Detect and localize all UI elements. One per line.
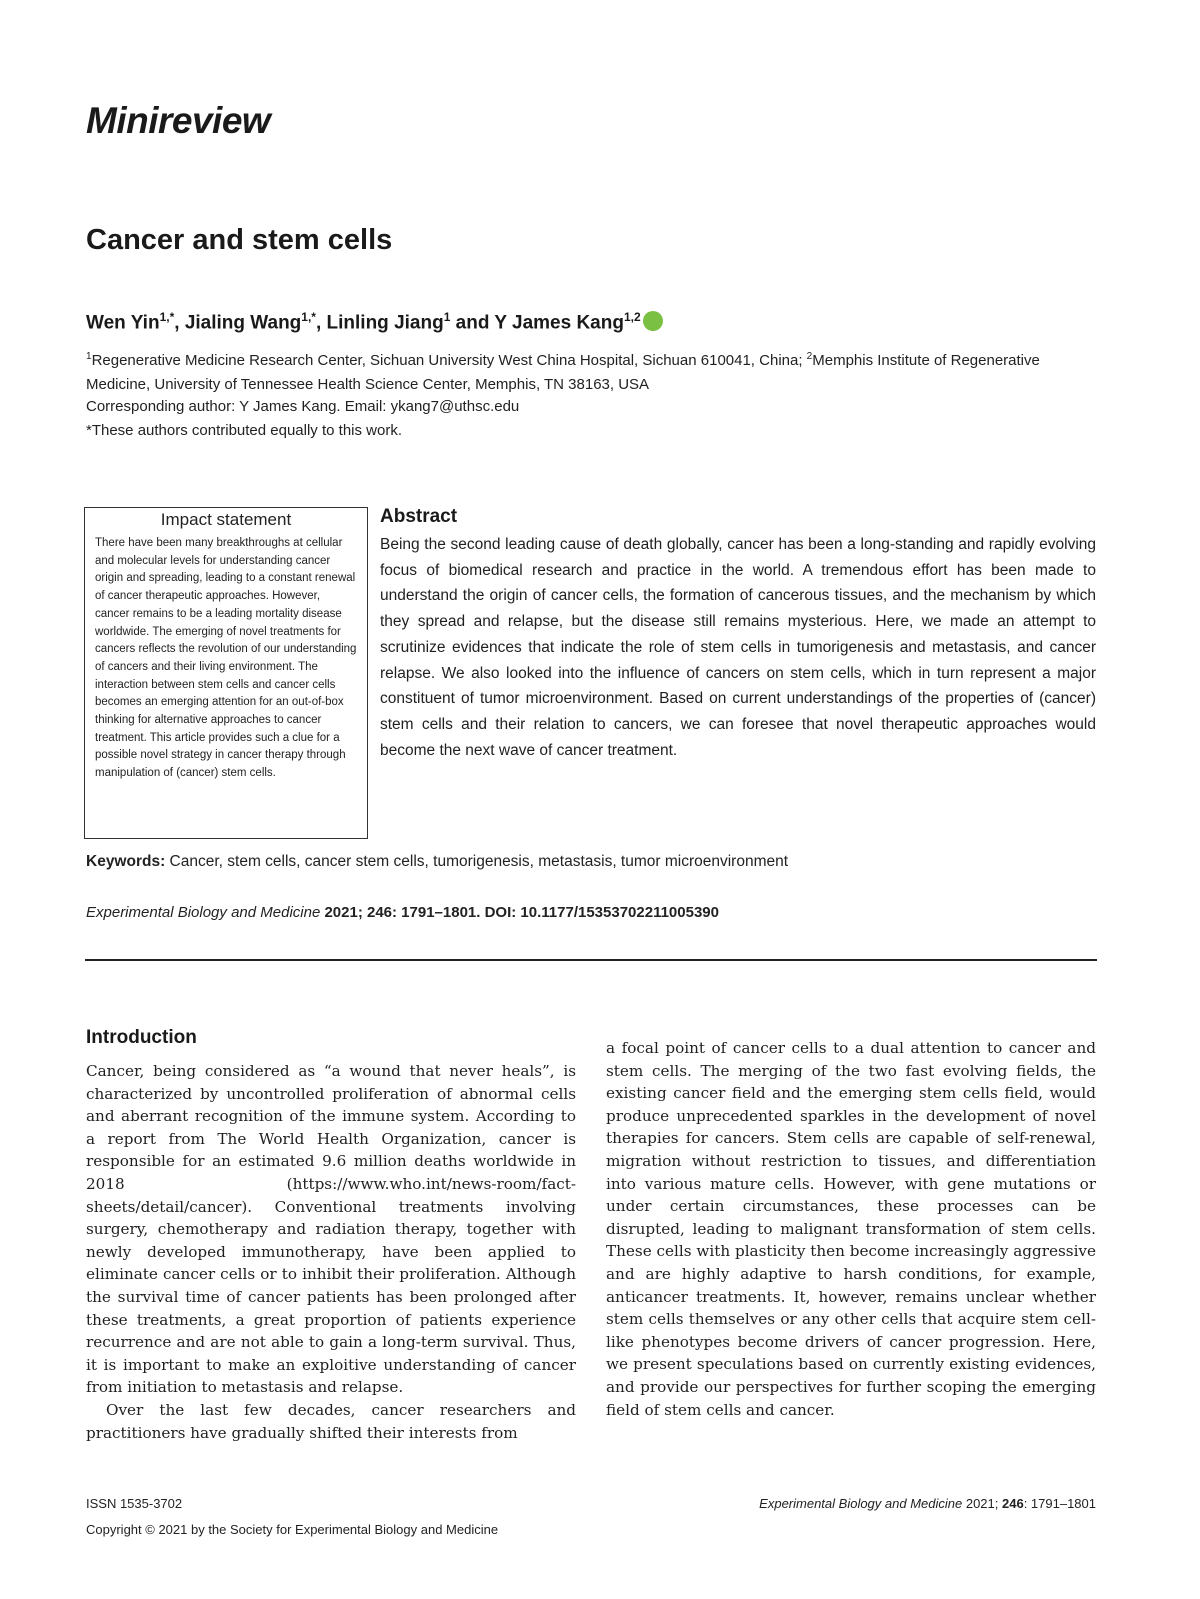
author-affiliation-marker: 1,2 bbox=[623, 310, 641, 324]
article-title: Cancer and stem cells bbox=[86, 224, 393, 256]
footer-issn: ISSN 1535-3702 bbox=[86, 1496, 183, 1511]
author-name: Linling Jiang bbox=[326, 312, 444, 334]
affiliation-marker: 2 bbox=[806, 351, 813, 362]
keywords-text: Cancer, stem cells, cancer stem cells, tumorigenesis, metastasis, tumor microenvironment bbox=[165, 853, 789, 870]
citation-journal: Experimental Biology and Medicine bbox=[86, 904, 321, 921]
author-separator: , bbox=[315, 312, 327, 334]
introduction-paragraph: Cancer, being considered as “a wound that never heals”, is characterized by uncontrolled proliferation of abnormal cells and aberrant recognition of the immune system. According to a report from The World Health Organization, cancer is responsible for an estimated 9.6 million deaths worldwide in 2018 (https://www.who.int/news-room/fact-sheets/detail/cancer). Conventional treatments involving surgery, chemotherapy and radiation therapy, together with newly developed immunotherapy, have been applied to eliminate cancer cells or to inhibit their proliferation. Although the survival time of cancer patients has been prolonged after these treatments, a great proportion of patients experience recurrence and are not able to gain a long-term survival. Thus, it is important to make an exploitive understanding of cancer from initiation to metastasis and relapse. bbox=[86, 1062, 576, 1397]
author-separator: and bbox=[450, 312, 495, 334]
abstract-text: Being the second leading cause of death globally, cancer has been a long-standing and rapidly evolving focus of biomedical research and practice in the world. A tremendous effort has been made to understand the origin of cancer cells, the formation of cancerous tissues, and the mechanism by which they spread and relapse, but the disease still remains mysterious. Here, we made an attempt to scrutinize evidences that indicate the role of stem cells in tumorigenesis and metastasis, and cancer relapse. We also looked into the influence of cancers on stem cells, which in turn represent a major constituent of tumor microenvironment. Based on current understandings of the properties of (cancer) stem cells and their relation to cancers, we can foresee that novel therapeutic approaches would become the next wave of cancer treatment. bbox=[380, 536, 1096, 759]
introduction-paragraph-continued: a focal point of cancer cells to a dual attention to cancer and stem cells. The merging of the two fast evolving fields, the existing cancer field and the emerging stem cells field, would produce unprecedented sparkles in the development of novel therapies for cancers. Stem cells are capable of self-renewal, migration without restriction to tissues, and differentiation into various mature cells. However, with gene mutations or under certain circumstances, these processes can be disrupted, leading to malignant transformation of stem cells. These cells with plasticity then become increasingly aggressive and are highly adaptive to harsh conditions, for example, anticancer treatments. It, however, remains unclear whether stem cells themselves or any other cells that acquire stem cell-like phenotypes become drivers of cancer progression. Here, we present speculations based on currently existing evidences, and provide our perspectives for further scoping the emerging field of stem cells and cancer. bbox=[606, 1039, 1096, 1419]
author-name: Wen Yin bbox=[86, 312, 160, 334]
equal-contribution-note: *These authors contributed equally to this work. bbox=[86, 422, 403, 439]
affiliation-text: Regenerative Medicine Research Center, Sichuan University West China Hospital, Sichuan 610041, China; bbox=[91, 352, 807, 369]
citation-details: 2021; 246: 1791–1801. DOI: 10.1177/15353702211005390 bbox=[320, 904, 719, 921]
footer-journal-name: Experimental Biology and Medicine bbox=[759, 1496, 963, 1511]
keywords-label: Keywords: bbox=[86, 853, 166, 870]
impact-statement-title: Impact statement bbox=[160, 510, 292, 529]
author-name: Jialing Wang bbox=[184, 312, 302, 334]
citation bbox=[86, 904, 719, 921]
orcid-icon[interactable] bbox=[643, 311, 663, 331]
footer-journal-pages: : 1791–1801 bbox=[1023, 1496, 1096, 1511]
impact-statement-text: There have been many breakthroughs at cellular and molecular levels for understanding cancer origin and spreading, leading to a constant renewal of cancer therapeutic approaches. However, cancer remains to be a leading mortality disease worldwide. The emerging of novel treatments for cancers reflects the revolution of our understanding of cancers and their living environment. The interaction between stem cells and cancer cells becomes an emerging attention for an out-of-box thinking for alternative approaches to cancer treatment. This article provides such a clue for a possible novel strategy in cancer therapy through manipulation of (cancer) stem cells. bbox=[95, 537, 357, 780]
abstract-heading: Abstract bbox=[380, 506, 458, 527]
affiliations bbox=[86, 345, 1096, 397]
affiliation-marker: 1 bbox=[86, 351, 92, 362]
author-affiliation-marker: 1 bbox=[443, 310, 451, 324]
footer-journal-citation bbox=[759, 1496, 1096, 1511]
corresponding-author: Corresponding author: Y James Kang. Email: ykang7@uthsc.edu bbox=[86, 398, 520, 415]
affiliation-text: Memphis Institute of Regenerative Medicine, University of Tennessee Health Science Center, Memphis, TN 38163, USA bbox=[86, 352, 1040, 393]
section-divider bbox=[85, 959, 1097, 961]
author-affiliation-marker: 1,* bbox=[159, 310, 175, 324]
keywords bbox=[86, 853, 788, 871]
introduction-heading: Introduction bbox=[86, 1027, 197, 1048]
footer-journal-volume: 246 bbox=[1002, 1496, 1024, 1511]
impact-statement-box bbox=[84, 507, 368, 839]
footer-copyright: Copyright © 2021 by the Society for Experimental Biology and Medicine bbox=[86, 1522, 499, 1537]
author-list bbox=[86, 310, 663, 334]
author-separator: , bbox=[174, 312, 185, 334]
introduction-paragraph: Over the last few decades, cancer researchers and practitioners have gradually shifted their interests from bbox=[86, 1400, 576, 1442]
section-label: Minireview bbox=[86, 100, 271, 141]
introduction-column-left-text bbox=[86, 1060, 576, 1444]
author-name: Y James Kang bbox=[494, 312, 624, 334]
footer-journal-year: 2021; bbox=[962, 1496, 1002, 1511]
introduction-column-right bbox=[606, 1037, 1096, 1421]
author-affiliation-marker: 1,* bbox=[301, 310, 316, 324]
